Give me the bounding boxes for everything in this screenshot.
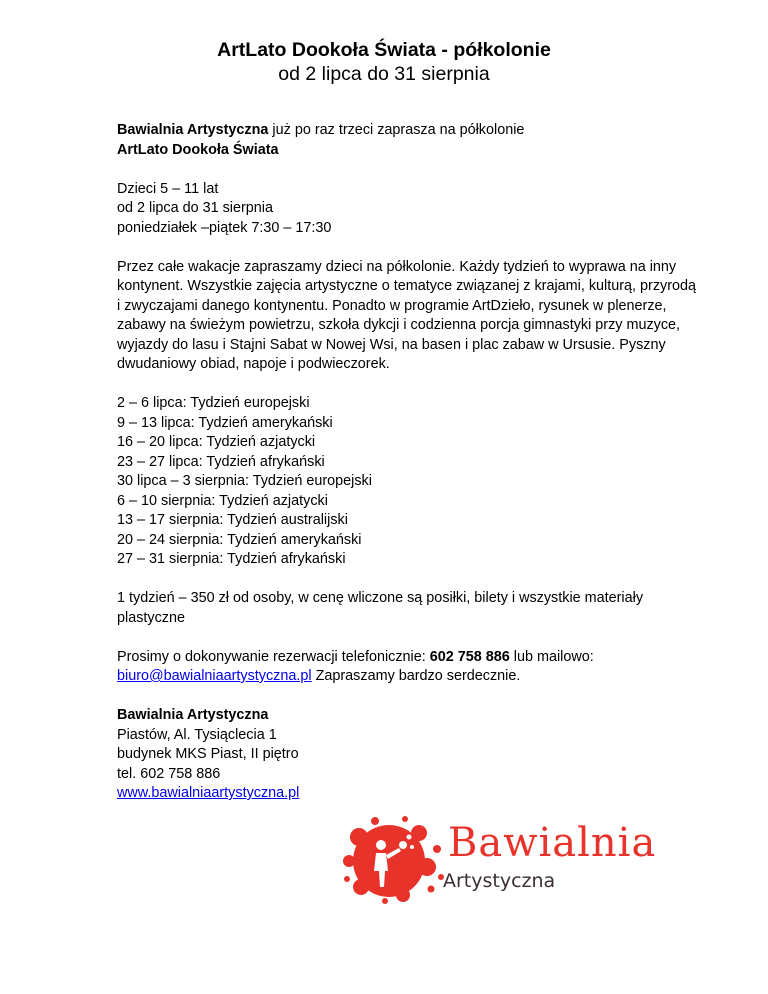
schedule-item: 6 – 10 sierpnia: Tydzień azjatycki bbox=[117, 492, 328, 509]
intro-paragraph bbox=[117, 121, 697, 160]
logo-name: Bawialnia bbox=[448, 820, 657, 866]
description-paragraph: Przez całe wakacje zapraszamy dzieci na półkolonie. Każdy tydzień to wyprawa na inny kontynent. Wszystkie zajęcia artystyczne o tematyce związanej z krajami, kulturą, przyrodą i zwyczajami danego kontynentu. Ponadto w programie ArtDzieło, rysunek w plenerze, zabawy na świeżym powietrzu, szkoła dykcji i codzienna porcja gimnastyki przy muzyce, wyjazdy do lasu i Stajni Sabat w Nowej Wsi, na basen i plac zabaw w Ursusie. Pyszny dwudaniowy obiad, napoje i podwieczorek. bbox=[117, 258, 697, 372]
detail-line: Dzieci 5 – 11 lat bbox=[117, 180, 219, 197]
intro-program: ArtLato Dookoła Świata bbox=[117, 141, 279, 158]
reservation-paragraph bbox=[117, 648, 697, 687]
schedule-item: 2 – 6 lipca: Tydzień europejski bbox=[117, 395, 310, 411]
schedule-item: 27 – 31 sierpnia: Tydzień afrykański bbox=[117, 551, 346, 567]
schedule-item: 9 – 13 lipca: Tydzień amerykański bbox=[117, 414, 333, 431]
reservation-text-middle: lub mailowo: bbox=[509, 648, 594, 665]
email-link[interactable]: biuro@bawialniaartystyczna.pl bbox=[117, 668, 312, 684]
page-subtitle: od 2 lipca do 31 sierpnia bbox=[278, 63, 490, 85]
details-paragraph bbox=[117, 180, 697, 239]
contact-block bbox=[117, 706, 697, 804]
contact-name: Bawialnia Artystyczna bbox=[117, 707, 269, 723]
contact-phone: tel. 602 758 886 bbox=[117, 765, 221, 782]
splash-icon bbox=[341, 815, 451, 905]
website-link[interactable]: www.bawialniaartystyczna.pl bbox=[117, 785, 300, 801]
reservation-text-after: Zapraszamy bardzo serdecznie. bbox=[311, 668, 521, 684]
schedule-item: 20 – 24 sierpnia: Tydzień amerykański bbox=[117, 531, 362, 548]
contact-address-1: Piastów, Al. Tysiąclecia 1 bbox=[117, 726, 277, 743]
schedule-item: 13 – 17 sierpnia: Tydzień australijski bbox=[117, 512, 348, 528]
reservation-phone: 602 758 886 bbox=[429, 648, 510, 665]
schedule-list bbox=[117, 394, 697, 570]
document-body bbox=[117, 121, 697, 823]
price-paragraph: 1 tydzień – 350 zł od osoby, w cenę wliczone są posiłki, bilety i wszystkie materiały plastyczne bbox=[117, 590, 644, 626]
title-block bbox=[0, 38, 768, 86]
schedule-item: 16 – 20 lipca: Tydzień azjatycki bbox=[117, 434, 316, 450]
page-title: ArtLato Dookoła Świata - półkolonie bbox=[217, 39, 551, 61]
detail-line: od 2 lipca do 31 sierpnia bbox=[117, 200, 274, 216]
bawialnia-logo bbox=[341, 815, 696, 905]
contact-address-2: budynek MKS Piast, II piętro bbox=[117, 746, 299, 762]
logo-subtitle: Artystyczna bbox=[443, 870, 556, 892]
schedule-item: 30 lipca – 3 sierpnia: Tydzień europejski bbox=[117, 473, 372, 489]
schedule-item: 23 – 27 lipca: Tydzień afrykański bbox=[117, 453, 325, 470]
detail-line: poniedziałek –piątek 7:30 – 17:30 bbox=[117, 219, 332, 236]
reservation-text-before: Prosimy o dokonywanie rezerwacji telefonicznie: bbox=[117, 648, 430, 665]
intro-org: Bawialnia Artystyczna bbox=[117, 122, 269, 138]
intro-text: już po raz trzeci zaprasza na półkolonie bbox=[268, 122, 525, 138]
